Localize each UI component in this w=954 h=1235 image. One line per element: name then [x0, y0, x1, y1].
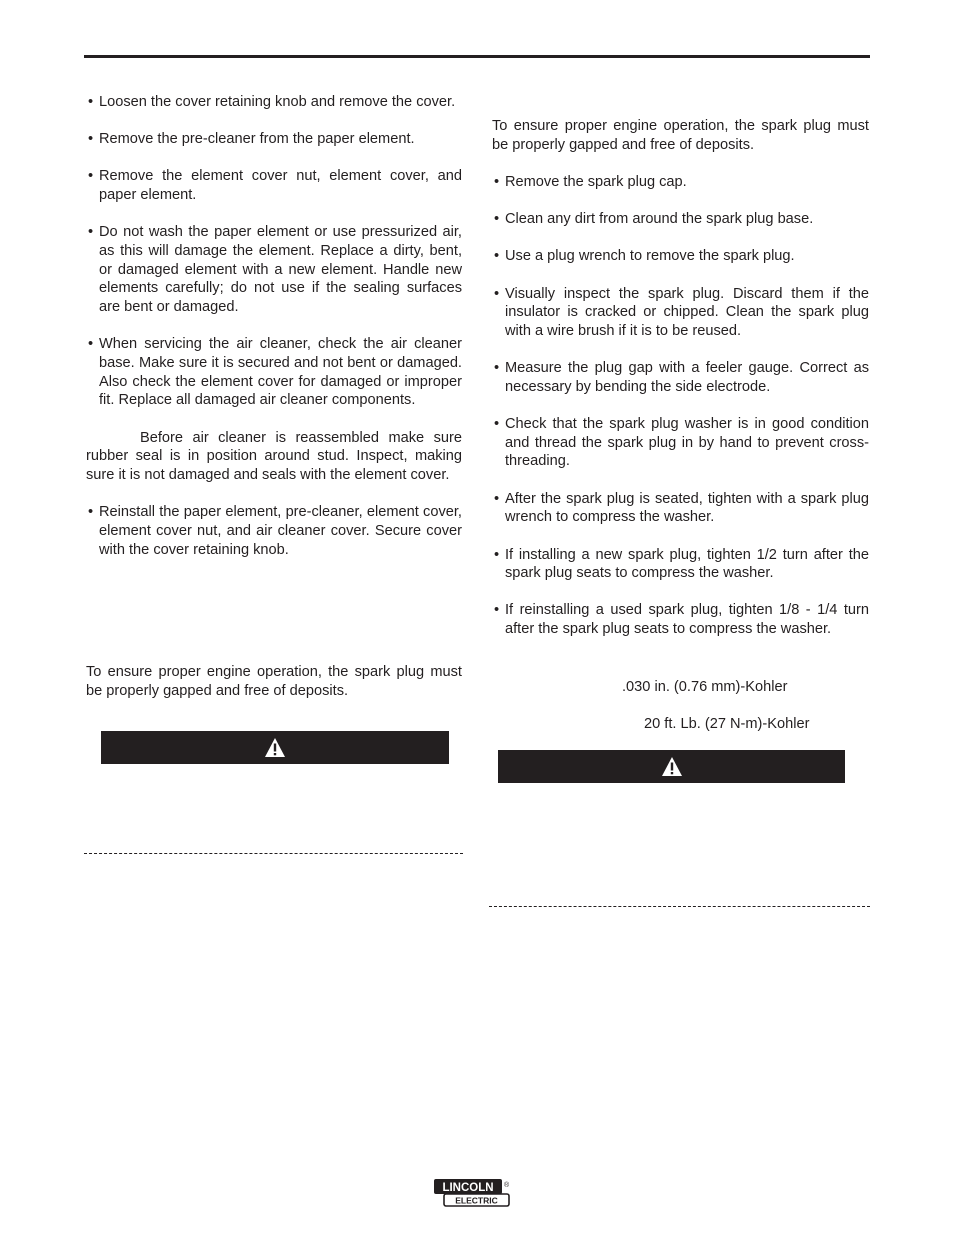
list-item: • Reinstall the paper element, pre-cleaner, element cover, element cover nut, and air cleaner cover. Secure cover with the cover retaining knob. — [88, 504, 462, 558]
list-item: • Measure the plug gap with a feeler gauge. Correct as necessary by bending the side electrode. — [494, 360, 869, 395]
list-item: • Clean any dirt from around the spark plug base. — [494, 211, 814, 228]
warning-triangle-icon — [264, 737, 286, 758]
list-item: • If installing a new spark plug, tighten 1/2 turn after the spark plug seats to compress the washer. — [494, 546, 869, 582]
list-item: • Check that the spark plug washer is in good condition and thread the spark plug in by hand to prevent cross-threading. — [494, 416, 869, 470]
left-column — [86, 93, 462, 578]
reassembly-note: Before air cleaner is reassembled make sure rubber seal is in position around stud. Inspect, making sure it is not damaged and seals with the element cover. — [86, 429, 462, 484]
list-item: • When servicing the air cleaner, check the air cleaner base. Make sure it is secured and not bent or damaged. Also check the element cover for damaged or improper fit. Replace all damaged air cleaner components. — [88, 336, 462, 409]
logo-line2: ELECTRIC — [455, 1195, 498, 1206]
warning-triangle-icon — [661, 756, 683, 777]
list-item: • Remove the spark plug cap. — [494, 173, 687, 190]
right-column — [492, 117, 869, 657]
section-divider-right — [489, 906, 870, 907]
list-item: • After the spark plug is seated, tighten with a spark plug wrench to compress the washer. — [494, 490, 869, 526]
list-item: • Do not wash the paper element or use pressurized air, as this will damage the element. Replace a dirty, bent, or damaged element with a new element. Handle new elements carefully; do not use if the sealing surfaces are bent or damaged. — [88, 224, 462, 316]
list-item: • Visually inspect the spark plug. Discard them if the insulator is cracked or chipped. Clean the spark plug with a wire brush if it is to be reused. — [494, 285, 869, 339]
logo-line1: LINCOLN — [442, 1182, 494, 1194]
lincoln-electric-logo — [433, 1178, 513, 1208]
spark-plug-intro: To ensure proper engine operation, the spark plug must be properly gapped and free of deposits. — [492, 118, 869, 153]
left-spark-plug-intro: To ensure proper engine operation, the spark plug must be properly gapped and free of deposits. — [86, 664, 462, 699]
spark-plug-gap-spec: .030 in. (0.76 mm)-Kohler — [622, 679, 788, 695]
list-item: • Remove the element cover nut, element cover, and paper element. — [88, 168, 462, 204]
registered-mark: ® — [504, 1182, 510, 1189]
warning-header-right — [498, 750, 845, 783]
section-divider-left — [84, 853, 463, 854]
list-item: • Loosen the cover retaining knob and remove the cover. — [88, 94, 456, 110]
list-item: • Use a plug wrench to remove the spark plug. — [494, 248, 795, 265]
list-item: • If reinstalling a used spark plug, tighten 1/8 - 1/4 turn after the spark plug seats to compress the washer. — [494, 602, 869, 638]
top-rule — [84, 55, 870, 58]
warning-header-left — [101, 731, 449, 764]
list-item: • Remove the pre-cleaner from the paper element. — [88, 131, 415, 148]
spark-plug-torque-spec: 20 ft. Lb. (27 N-m)-Kohler — [644, 716, 810, 732]
